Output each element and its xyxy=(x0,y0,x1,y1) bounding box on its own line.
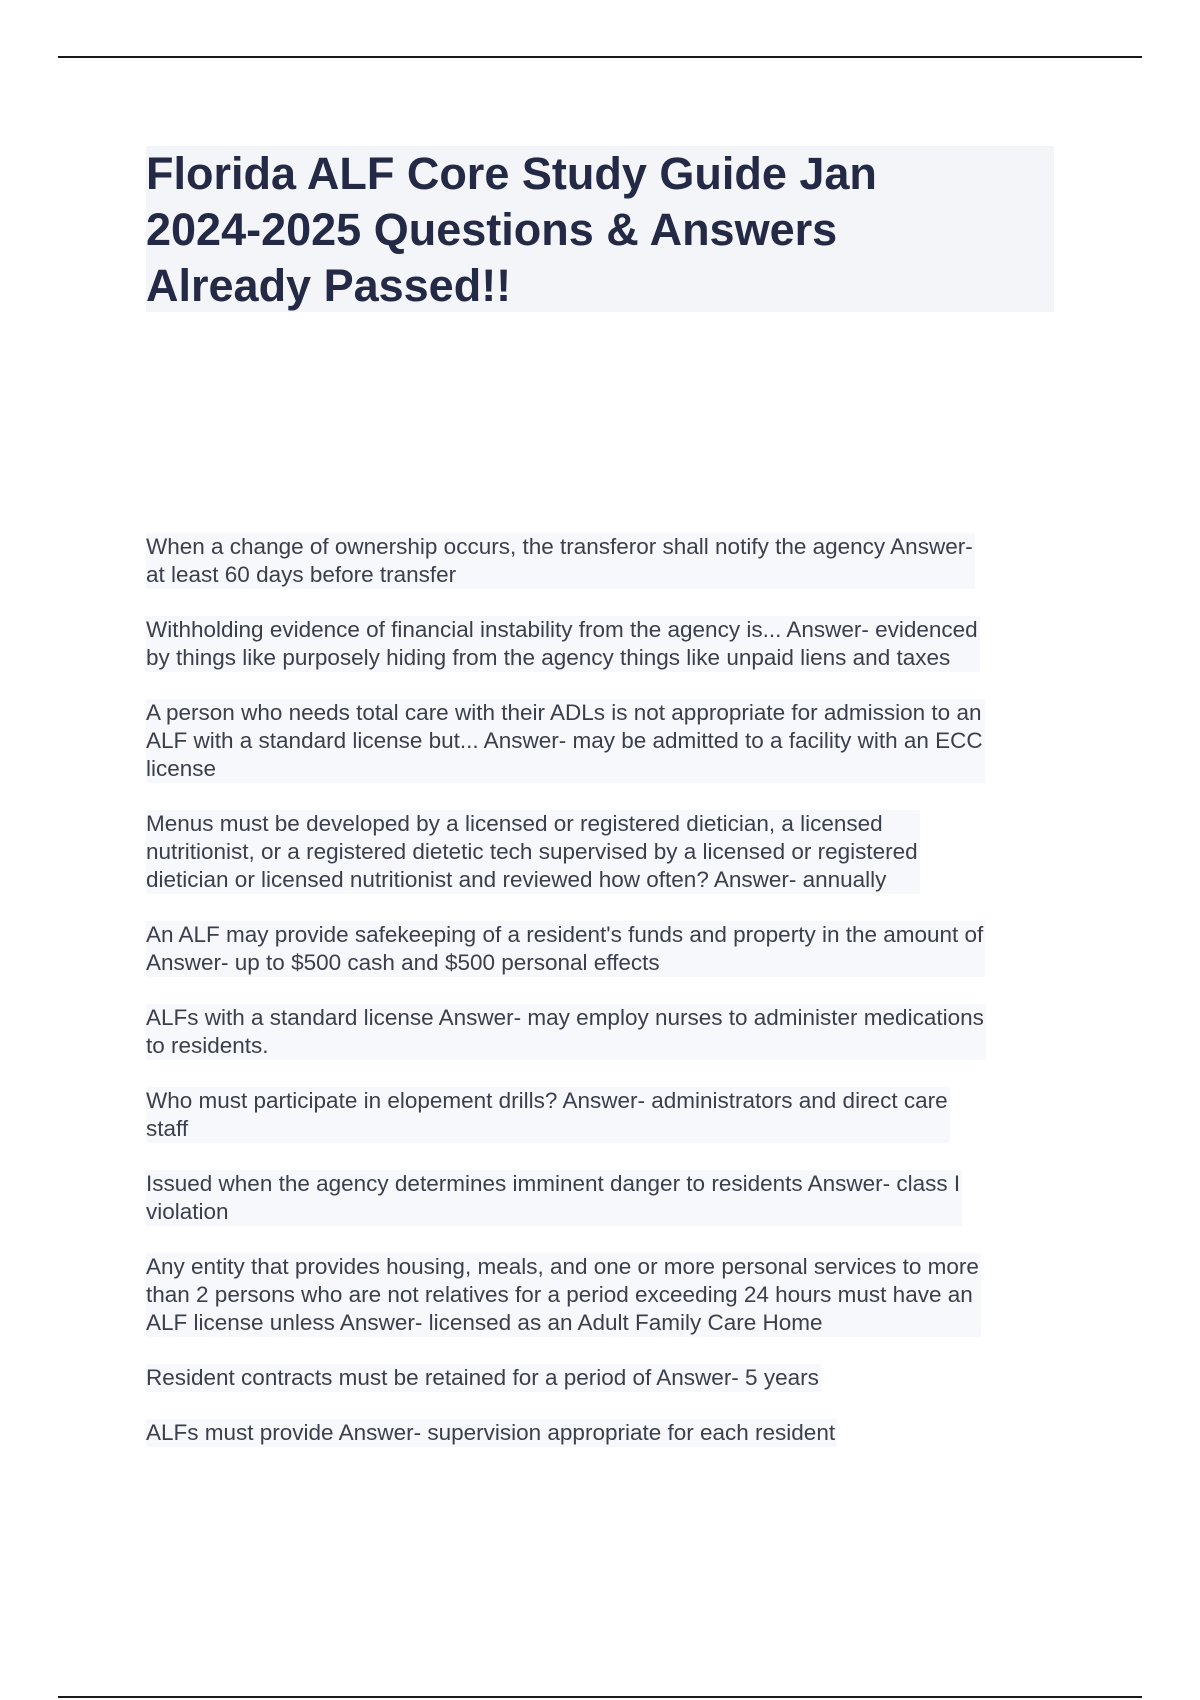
qa-line: violation xyxy=(146,1199,229,1224)
qa-item xyxy=(146,1419,837,1447)
qa-line: Who must participate in elopement drills? Answer- administrators and direct care xyxy=(146,1088,948,1113)
qa-line: at least 60 days before transfer xyxy=(146,562,457,587)
qa-line: ALF with a standard license but... Answer- may be admitted to a facility with an ECC xyxy=(146,728,983,753)
qa-line: Menus must be developed by a licensed or registered dietician, a licensed xyxy=(146,811,883,836)
qa-line: license xyxy=(146,756,217,781)
header-rule xyxy=(58,56,1142,58)
qa-line: than 2 persons who are not relatives for a period exceeding 24 hours must have an xyxy=(146,1282,973,1307)
qa-item xyxy=(146,921,985,977)
qa-line: by things like purposely hiding from the agency things like unpaid liens and taxes xyxy=(146,645,951,670)
qa-line: Resident contracts must be retained for a period of Answer- 5 years xyxy=(146,1365,819,1390)
title-line: 2024-2025 Questions & Answers xyxy=(146,204,838,255)
qa-line: An ALF may provide safekeeping of a resident's funds and property in the amount of xyxy=(146,922,984,947)
qa-item xyxy=(146,699,985,783)
qa-line: dietician or licensed nutritionist and reviewed how often? Answer- annually xyxy=(146,867,887,892)
qa-line: ALF license unless Answer- licensed as an Adult Family Care Home xyxy=(146,1310,823,1335)
qa-item xyxy=(146,1170,962,1226)
title-line: Florida ALF Core Study Guide Jan xyxy=(146,148,877,199)
qa-item xyxy=(146,616,980,672)
qa-line: Any entity that provides housing, meals, and one or more personal services to more xyxy=(146,1254,979,1279)
qa-item xyxy=(146,533,975,589)
qa-item xyxy=(146,1364,821,1392)
qa-line: ALFs must provide Answer- supervision appropriate for each resident xyxy=(146,1420,836,1445)
qa-line: to residents. xyxy=(146,1033,269,1058)
qa-line: A person who needs total care with their ADLs is not appropriate for admission to an xyxy=(146,700,982,725)
qa-list xyxy=(146,533,1066,1474)
qa-item xyxy=(146,1087,950,1143)
document-title xyxy=(146,146,1054,314)
qa-line: Issued when the agency determines imminent danger to residents Answer- class I xyxy=(146,1171,961,1196)
qa-line: nutritionist, or a registered dietetic tech supervised by a licensed or registered xyxy=(146,839,918,864)
qa-line: When a change of ownership occurs, the transferor shall notify the agency Answer- xyxy=(146,534,973,559)
title-line: Already Passed!! xyxy=(146,260,512,311)
qa-line: ALFs with a standard license Answer- may employ nurses to administer medications xyxy=(146,1005,984,1030)
qa-item xyxy=(146,1004,986,1060)
qa-item xyxy=(146,810,920,894)
qa-item xyxy=(146,1253,981,1337)
qa-line: staff xyxy=(146,1116,189,1141)
footer-rule xyxy=(58,1696,1142,1698)
qa-line: Answer- up to $500 cash and $500 personal effects xyxy=(146,950,660,975)
qa-line: Withholding evidence of financial instability from the agency is... Answer- evidenced xyxy=(146,617,978,642)
title-block xyxy=(146,146,1054,312)
